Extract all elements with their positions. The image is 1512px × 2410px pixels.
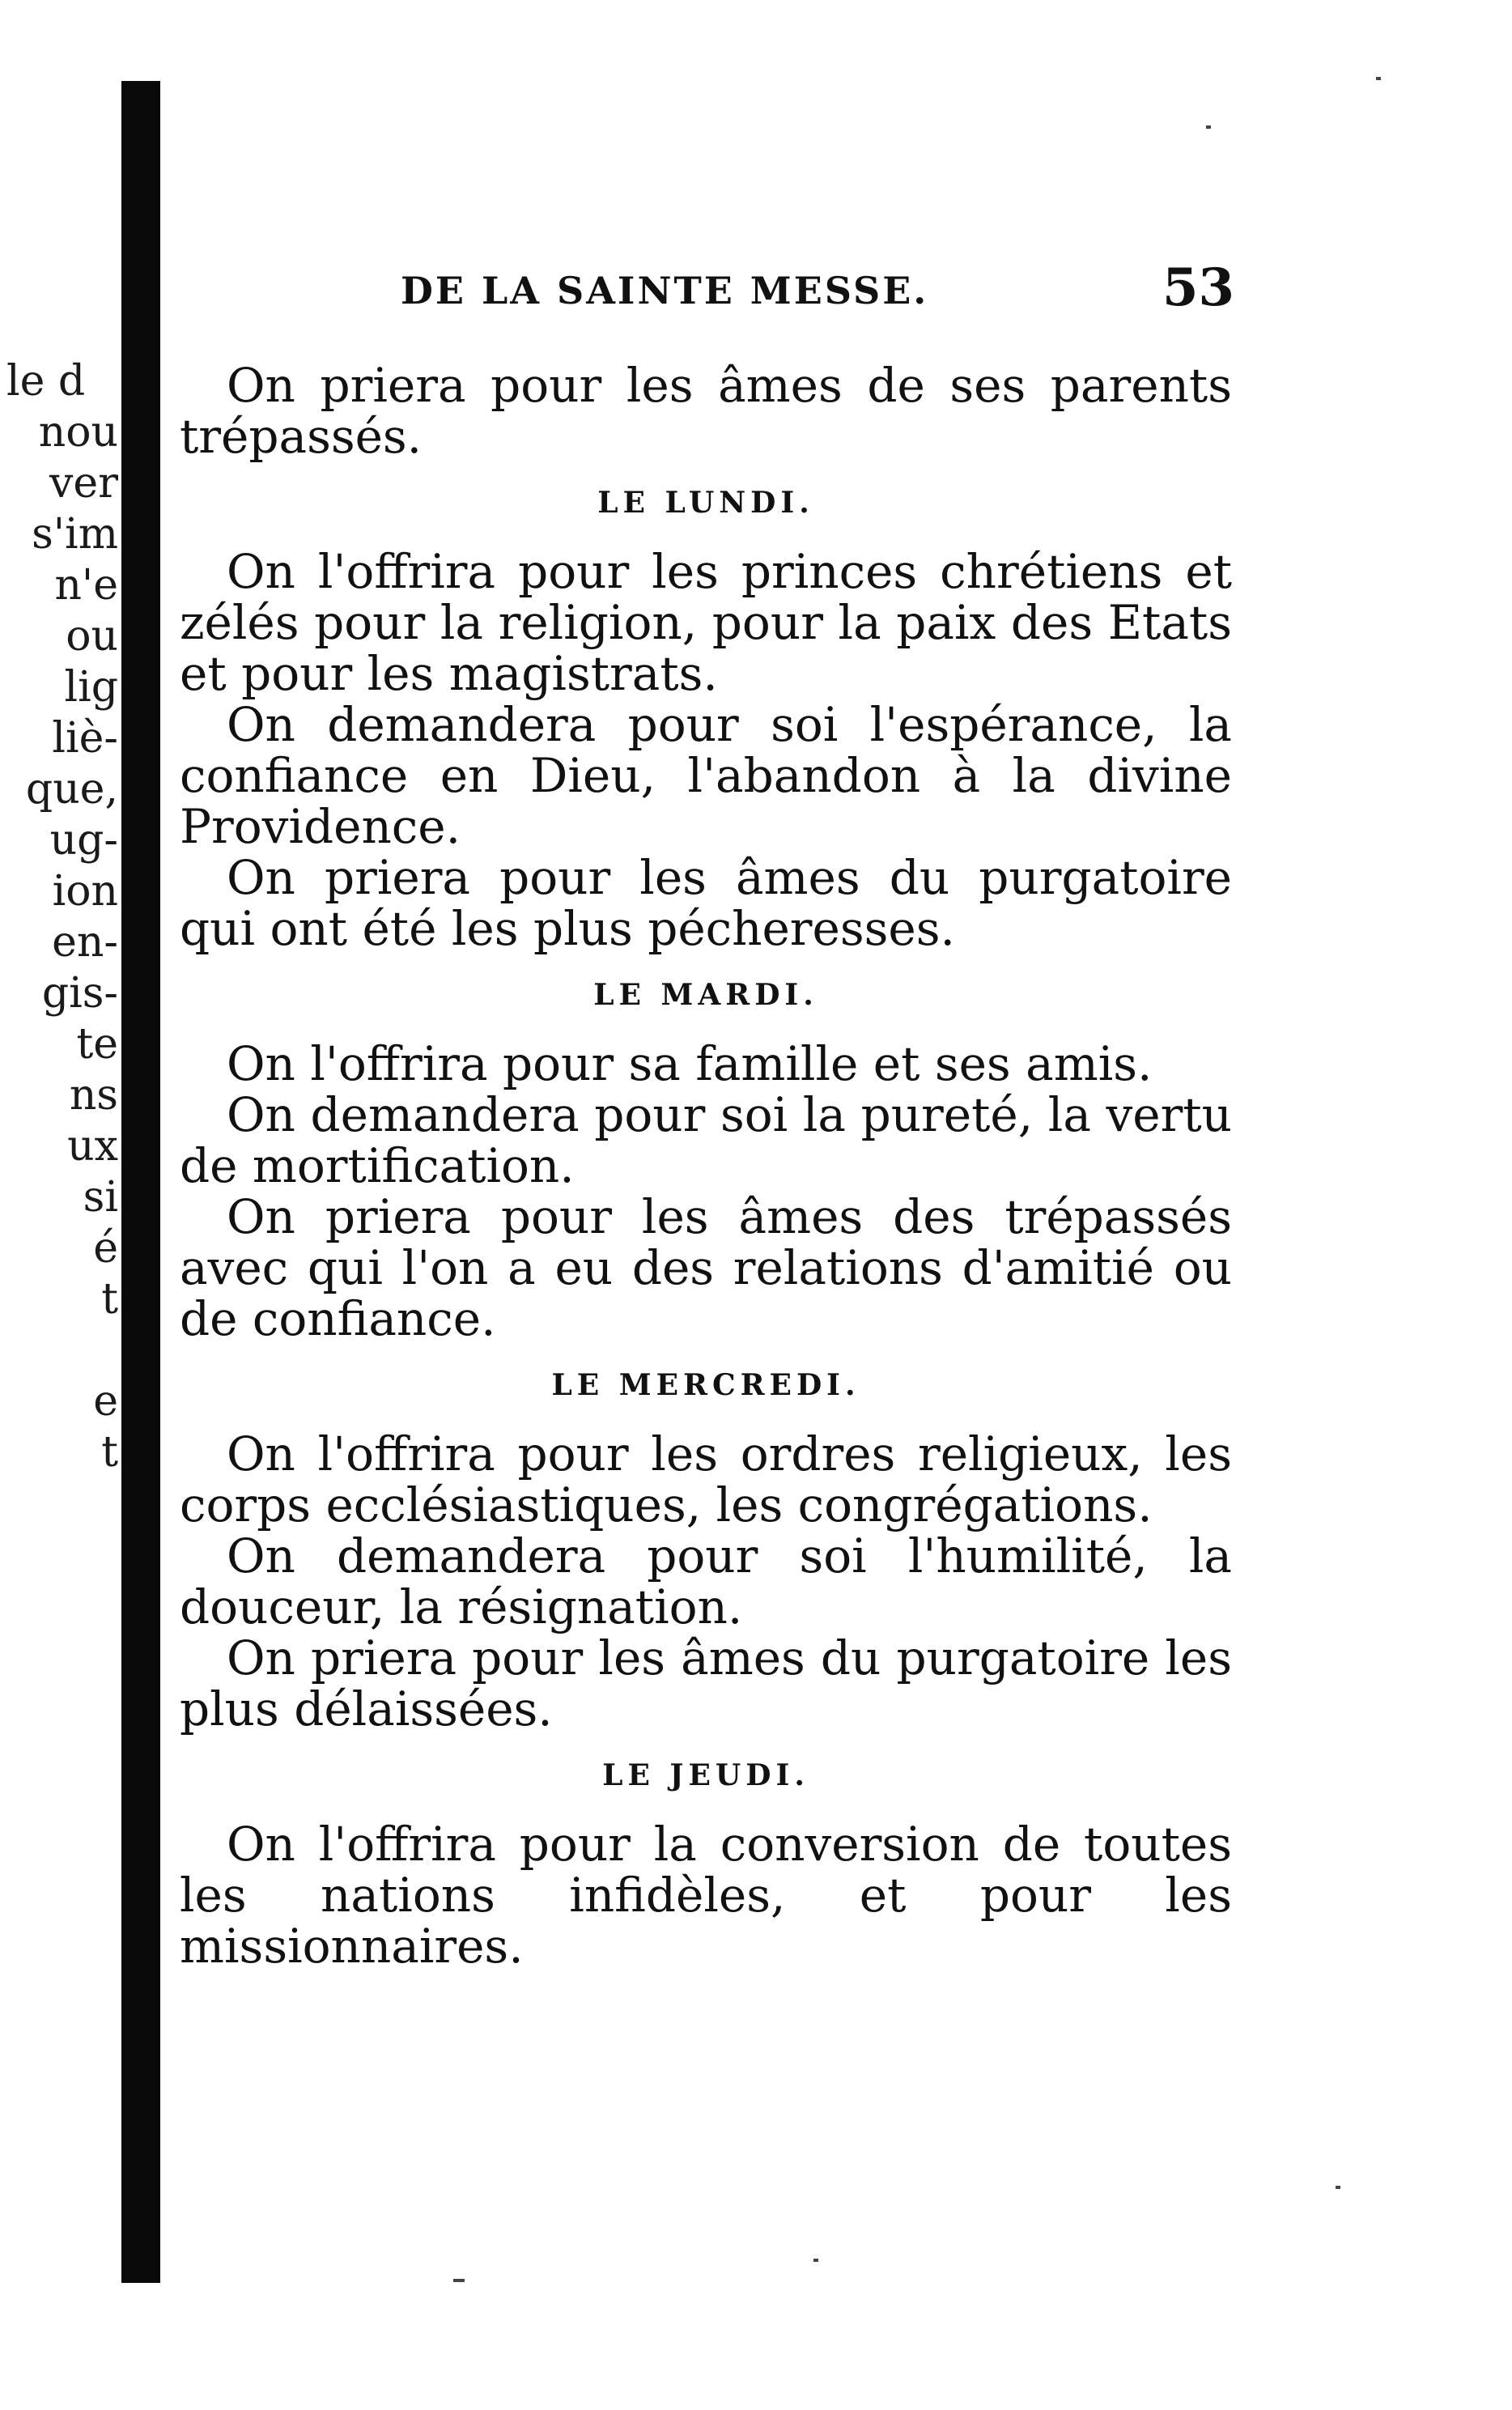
prev-fragment: si <box>83 1173 118 1222</box>
prev-fragment <box>0 1325 121 1376</box>
prev-fragment: ion <box>52 867 118 916</box>
prev-fragment: ux <box>67 1122 118 1171</box>
prev-fragment: t <box>101 1275 118 1324</box>
page-body <box>180 360 1232 1972</box>
prev-fragment: nou <box>38 408 118 457</box>
prev-fragment: liè- <box>52 714 118 763</box>
prev-fragment: ug- <box>49 816 118 865</box>
prev-fragment: t <box>101 1428 118 1477</box>
prev-fragment: lig <box>64 663 118 712</box>
paragraph: On l'offrira pour les ordres religieux, les corps ecclésiastiques, les congrégations. <box>180 1426 1232 1532</box>
prev-fragment: ver <box>49 459 118 508</box>
prev-fragment: en- <box>52 918 118 967</box>
previous-page-margin <box>0 356 121 1478</box>
paragraph: On priera pour les âmes du purgatoire les plus délaissées. <box>180 1630 1232 1736</box>
paper-speck <box>1206 125 1211 129</box>
running-title: DE LA SAINTE MESSE. <box>401 269 929 312</box>
paragraph: On priera pour les âmes des trépassés avec qui l'on a eu des relations d'amitié ou de confiance. <box>180 1189 1232 1346</box>
prev-fragment: n'e <box>54 561 118 610</box>
page-number: 53 <box>1162 257 1234 318</box>
paragraph: On demandera pour soi la pureté, la vertu de mortification. <box>180 1087 1232 1193</box>
running-header <box>182 257 1234 330</box>
paragraph: On priera pour les âmes du purgatoire qui ont été les plus pécheresses. <box>180 850 1232 956</box>
prev-fragment: ns <box>69 1071 118 1120</box>
prev-fragment: s'im <box>32 510 118 559</box>
prev-fragment: e <box>93 1377 118 1426</box>
binding-shadow <box>121 81 160 2283</box>
prev-fragment: gis- <box>41 969 118 1018</box>
prev-fragment: le d <box>6 357 86 406</box>
paragraph: On demandera pour soi l'humilité, la douceur, la résignation. <box>180 1528 1232 1634</box>
prev-fragment: é <box>93 1224 118 1273</box>
paper-speck <box>1336 2186 1340 2189</box>
prev-fragment: te <box>76 1020 118 1069</box>
paragraph: On l'offrira pour sa famille et ses amis. <box>227 1036 1153 1091</box>
paper-speck <box>1376 77 1381 80</box>
paragraph: On demandera pour soi l'espérance, la confiance en Dieu, l'abandon à la divine Providence. <box>180 697 1232 854</box>
section-heading-lundi: LE LUNDI. <box>597 486 814 520</box>
section-heading-mercredi: LE MERCREDI. <box>551 1368 860 1402</box>
paper-speck <box>453 2279 465 2282</box>
paper-speck <box>813 2259 818 2262</box>
paragraph: On l'offrira pour les princes chrétiens et zélés pour la religion, pour la paix des Etats et pour les magistrats. <box>180 544 1232 701</box>
intro-paragraph: On priera pour les âmes de ses parents trépassés. <box>180 358 1232 464</box>
section-heading-mardi: LE MARDI. <box>593 978 818 1012</box>
section-heading-jeudi: LE JEUDI. <box>602 1758 809 1792</box>
prev-fragment: ou <box>66 612 118 661</box>
paragraph: On l'offrira pour la conversion de toutes les nations infidèles, et pour les missionnaires. <box>180 1817 1232 1974</box>
prev-fragment: que, <box>25 765 118 814</box>
